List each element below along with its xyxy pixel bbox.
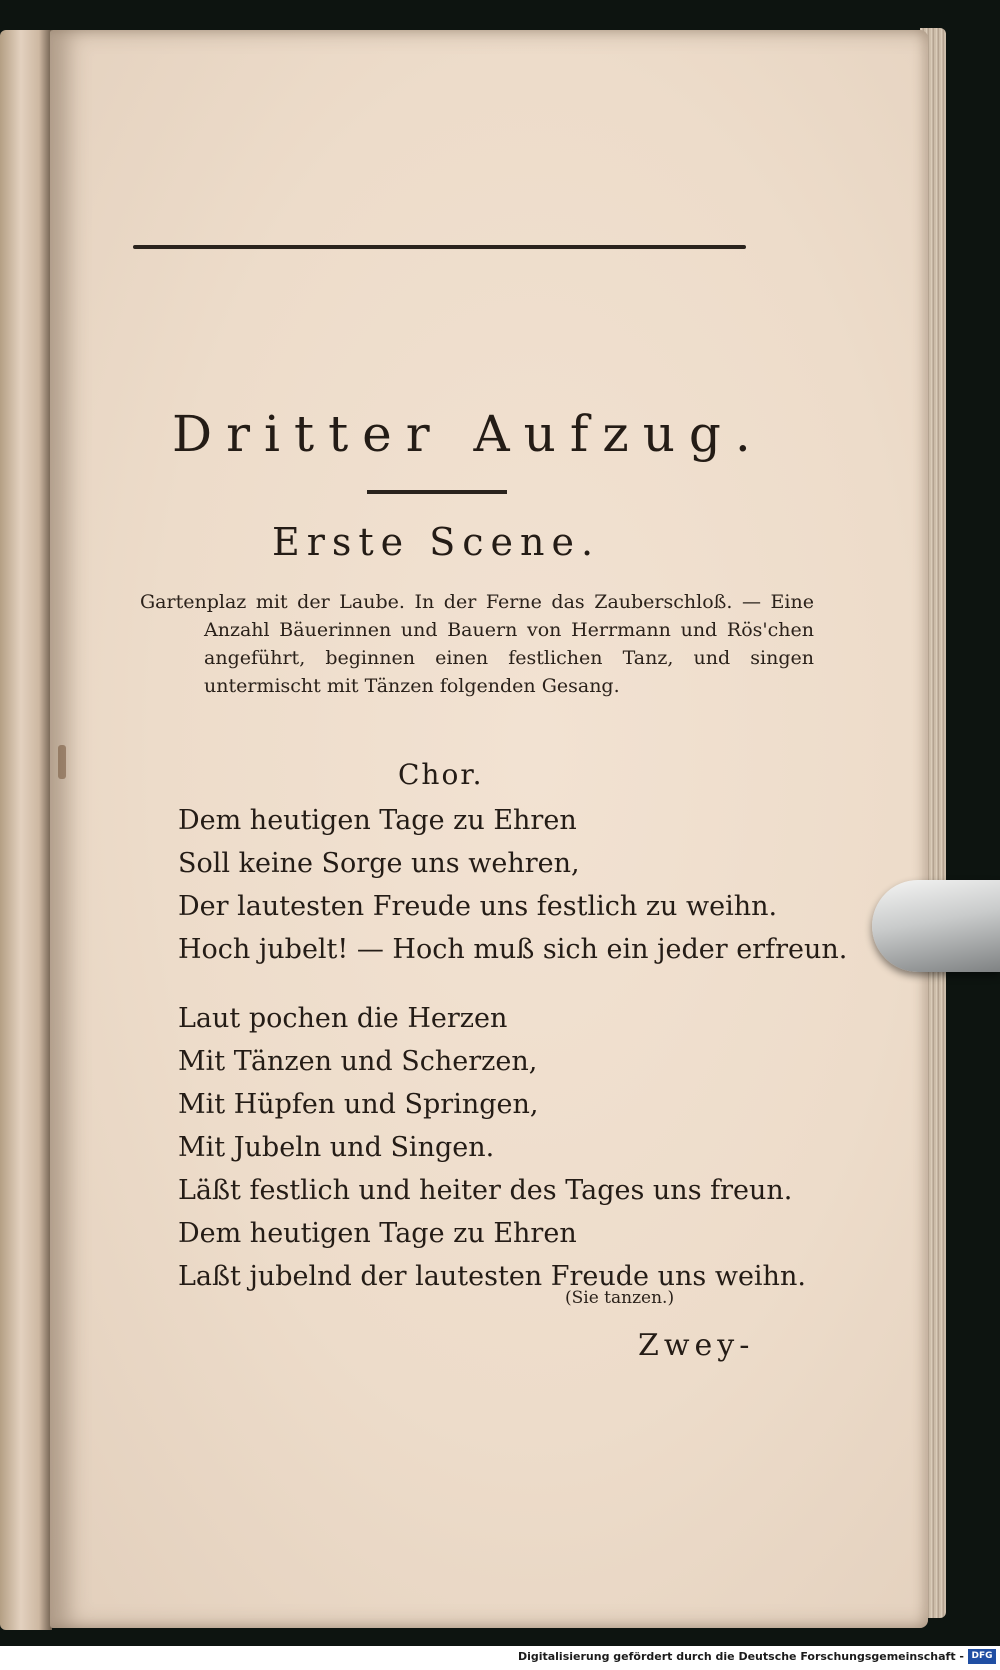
catchword: Zwey- [638,1328,755,1363]
verse-line: Soll keine Sorge uns wehren, [178,848,580,879]
stage-direction-end: (Sie tanzen.) [565,1288,675,1308]
verse-line: Dem heutigen Tage zu Ehren [178,1218,577,1249]
page-clip [872,880,1000,972]
verse-line: Mit Tänzen und Scherzen, [178,1046,538,1077]
header-rule [133,245,746,249]
gutter-stain [58,745,66,779]
scene-title: Erste Scene. [272,520,601,564]
speaker-label: Chor. [398,758,484,791]
act-title: Dritter Aufzug. [172,405,765,463]
funding-credit: Digitalisierung gefördert durch die Deutsche Forschungsgemeinschaft - [517,1650,964,1663]
verse-line: Dem heutigen Tage zu Ehren [178,805,577,836]
verse-line: Läßt festlich und heiter des Tages uns freun. [178,1175,793,1206]
dfg-logo: DFG [968,1649,996,1664]
verse-line: Mit Jubeln und Singen. [178,1132,495,1163]
verse-line: Der lautesten Freude uns festlich zu weihn. [178,891,778,922]
stage-direction: Gartenplaz mit der Laube. In der Ferne das Zauberschloß. — Eine Anzahl Bäuerinnen und Bauern von Herrmann und Rös'chen angeführt, beginnen einen festlichen Tanz, und singen untermischt mit Tänzen folgenden Gesang. [140,591,814,697]
verse-line: Laut pochen die Herzen [178,1003,508,1034]
title-separator-rule [367,490,507,494]
verse-line: Laßt jubelnd der lautesten Freude uns weihn. [178,1261,806,1292]
verse-line: Mit Hüpfen und Springen, [178,1089,539,1120]
left-page-edge [0,30,52,1630]
verse-line: Hoch jubelt! — Hoch muß sich ein jeder erfreun. [178,934,848,965]
